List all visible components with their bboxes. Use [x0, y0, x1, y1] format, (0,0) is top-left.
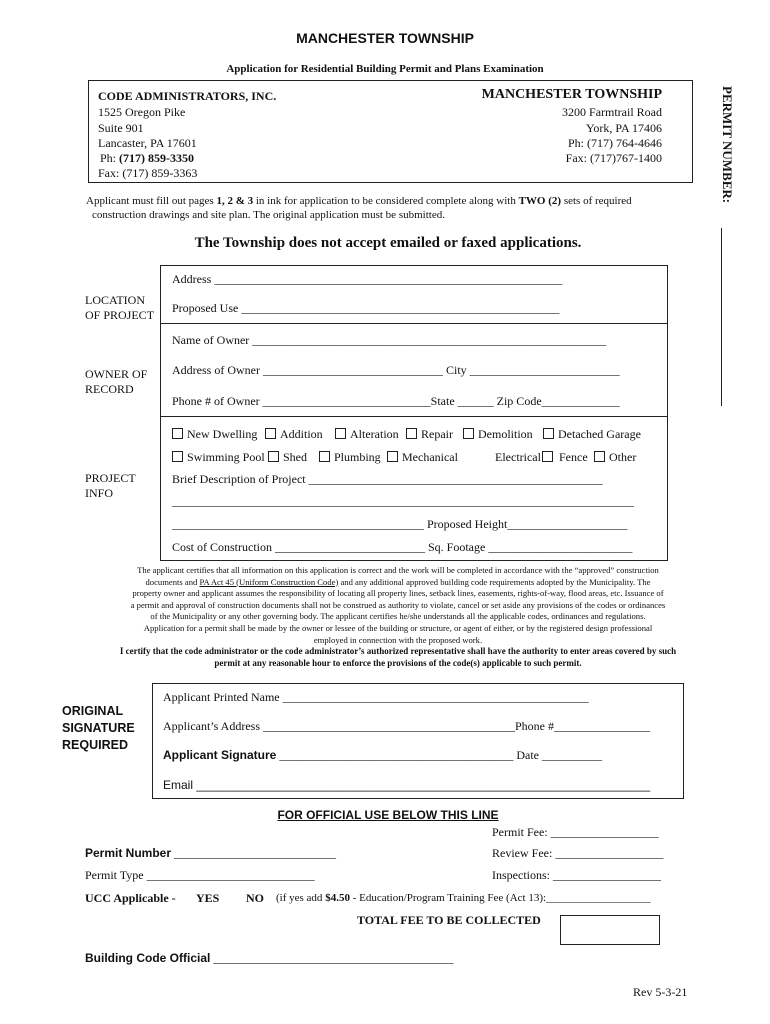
checkbox[interactable]: [594, 451, 605, 462]
admin-fax: Fax: (717) 859-3363: [98, 166, 198, 180]
township-fax: Fax: (717)767-1400: [565, 151, 662, 165]
project-type-swimming-pool[interactable]: Swimming Pool: [172, 450, 265, 465]
divider: [160, 323, 668, 324]
admin-address-line1: 1525 Oregon Pike: [98, 105, 186, 119]
proposed-use-field[interactable]: Proposed Use _____________________________________________________: [172, 301, 560, 315]
admin-phone: Ph: (717) 859-3350: [100, 151, 195, 165]
township-phone: Ph: (717) 764-4646: [568, 136, 662, 150]
permit-number-field[interactable]: Permit Number ___________________________: [85, 846, 337, 860]
owner-phone-field[interactable]: Phone # of Owner ____________________________State ______ Zip Code_____________: [172, 394, 620, 408]
checkbox[interactable]: [265, 428, 276, 439]
project-type-mechanical[interactable]: Mechanical: [387, 450, 458, 465]
permit-fee-field[interactable]: Permit Fee: __________________: [492, 825, 659, 839]
project-type-detached-garage[interactable]: Detached Garage: [543, 427, 641, 442]
instructions-line1: Applicant must fill out pages 1, 2 & 3 in ink for application to be considered complete along with TWO (2) sets of required: [86, 195, 632, 207]
checkbox[interactable]: [387, 451, 398, 462]
location-section-label: LOCATION OF PROJECT: [85, 293, 155, 322]
proposed-height-field[interactable]: __________________________________________ Proposed Height____________________: [172, 517, 628, 531]
total-fee-label: TOTAL FEE TO BE COLLECTED: [357, 913, 541, 927]
project-type-repair[interactable]: Repair: [406, 427, 453, 442]
project-type-shed[interactable]: Shed: [268, 450, 307, 465]
checkbox[interactable]: [335, 428, 346, 439]
township-address-line1: 3200 Farmtrail Road: [562, 105, 662, 119]
inspections-field[interactable]: Inspections: __________________: [492, 868, 661, 882]
project-type-addition[interactable]: Addition: [265, 427, 323, 442]
revision-label: Rev 5-3-21: [633, 985, 688, 999]
admin-name: CODE ADMINISTRATORS, INC.: [98, 89, 277, 103]
official-use-heading: FOR OFFICIAL USE BELOW THIS LINE: [277, 808, 499, 822]
checkbox[interactable]: [543, 428, 554, 439]
checkbox[interactable]: [268, 451, 279, 462]
project-type-demolition[interactable]: Demolition: [463, 427, 533, 442]
project-description-field[interactable]: Brief Description of Project _________________________________________________: [172, 472, 603, 486]
ucc-yes-option[interactable]: YES: [196, 891, 220, 905]
township-name: MANCHESTER TOWNSHIP: [481, 87, 662, 102]
building-code-official-field[interactable]: Building Code Official ________________________________________: [85, 951, 454, 965]
admin-address-line3: Lancaster, PA 17601: [98, 136, 197, 150]
checkbox[interactable]: [406, 428, 417, 439]
checkbox[interactable]: [319, 451, 330, 462]
permit-type-field[interactable]: Permit Type ____________________________: [85, 868, 315, 882]
project-type-fence[interactable]: Fence: [559, 450, 588, 464]
project-type-plumbing[interactable]: Plumbing: [319, 450, 381, 465]
no-email-fax-notice: The Township does not accept emailed or faxed applications.: [194, 235, 582, 251]
permit-number-line[interactable]: [721, 228, 722, 406]
page-title: MANCHESTER TOWNSHIP: [296, 30, 474, 46]
checkbox[interactable]: [172, 428, 183, 439]
email-field[interactable]: Email ____________________________________________________________________: [163, 778, 651, 792]
ucc-no-option[interactable]: NO: [246, 891, 264, 905]
project-type-alteration[interactable]: Alteration: [335, 427, 399, 442]
divider: [160, 416, 668, 417]
ucc-applicable-label: UCC Applicable -: [85, 891, 176, 905]
checkbox[interactable]: [463, 428, 474, 439]
applicant-signature-field[interactable]: Applicant Signature _______________________________________ Date __________: [163, 748, 602, 762]
pa-act-45-link[interactable]: PA Act 45 (Uniform Construction Code): [199, 576, 339, 587]
checkbox[interactable]: [172, 451, 183, 462]
total-fee-box[interactable]: [560, 915, 660, 945]
owner-name-field[interactable]: Name of Owner ___________________________________________________________: [172, 333, 607, 347]
admin-address-line2: Suite 901: [98, 121, 144, 135]
owner-section-label: OWNER OF RECORD: [85, 367, 148, 396]
project-type-other[interactable]: Other: [594, 450, 636, 465]
original-signature-required: ORIGINAL SIGNATURE REQUIRED: [62, 704, 135, 752]
ucc-fee-note[interactable]: (if yes add $4.50 - Education/Program Training Fee (Act 13):___________________: [276, 892, 651, 904]
instructions-line2: construction drawings and site plan. The original application must be submitted.: [92, 209, 445, 221]
project-address-field[interactable]: Address __________________________________________________________: [172, 272, 563, 286]
checkbox[interactable]: [542, 451, 553, 462]
project-description-line2[interactable]: _____________________________________________________________________________: [172, 494, 634, 508]
form-subtitle: Application for Residential Building Permit and Plans Examination: [226, 63, 544, 75]
applicant-address-field[interactable]: Applicant’s Address __________________________________________Phone #________________: [163, 719, 650, 733]
permit-number-label: PERMIT NUMBER:: [720, 86, 735, 204]
township-address-line2: York, PA 17406: [585, 121, 662, 135]
cost-sqft-field[interactable]: Cost of Construction _________________________ Sq. Footage ________________________: [172, 540, 633, 554]
applicant-printed-name-field[interactable]: Applicant Printed Name ___________________________________________________: [163, 690, 589, 704]
review-fee-field[interactable]: Review Fee: __________________: [492, 846, 664, 860]
project-type-electrical[interactable]: Electrical: [495, 450, 557, 465]
certification-text: The applicant certifies that all information on this application is correct and the work will be completed in accordance with the “approved” construction documents and PA Act 45 (Uniform Construction Code) and any additional approved building code requirements adopted by the Municipality. The property owner and applicant assumes the responsibility of locating all property lines, setback lines, easements, rights-of-way, flood areas, etc. Issuance of a permit and approval of construction documents shall not be construed as authority to violate, cancel or set aside any provisions of the codes or ordinances of the Municipality or any other governing body. The applicant certifies he/she understands all the applicable codes, ordinances and regulations. Application for a permit shall be made by the owner or lessee of the building or structure, or agent of either, or by the registered design professional employed in connection with the proposed work. I certify that the code administrator or the code administrator’s authorized representative shall have the authority to enter areas covered by such permit at any reasonable hour to enforce the provisions of the code(s) applicable to such permit.: [119, 565, 677, 668]
project-section-label: PROJECT INFO: [85, 471, 136, 500]
project-type-new-dwelling[interactable]: New Dwelling: [172, 427, 257, 442]
owner-address-field[interactable]: Address of Owner ______________________________ City _________________________: [172, 363, 620, 377]
